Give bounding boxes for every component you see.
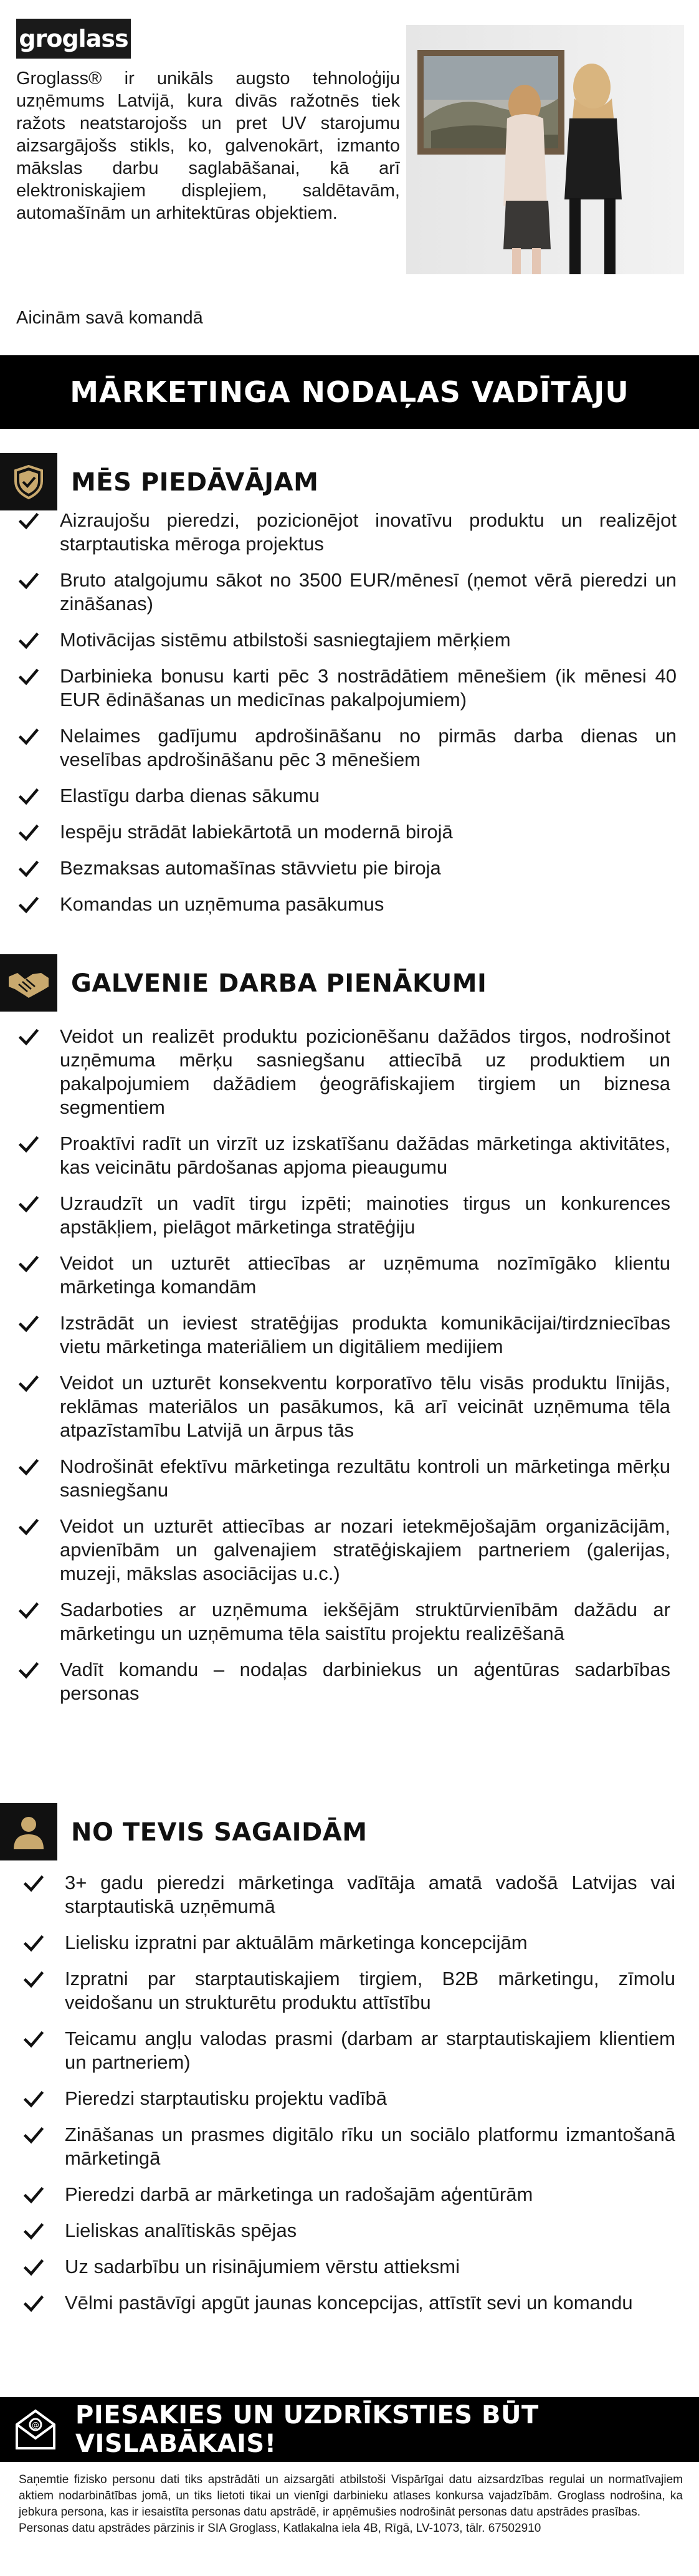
requirements-list xyxy=(65,1871,675,2327)
offer-item-text: Nelaimes gadījumu apdrošināšanu no pirmās darba dienas un veselības apdrošināšanu pēc 3 mēnešiem xyxy=(60,725,677,770)
duties-item-text: Uzraudzīt un vadīt tirgu izpēti; mainoties tirgus un konkurences apstākļiem, pielāgot mārketinga stratēģiju xyxy=(60,1192,670,1238)
checkmark-icon xyxy=(17,1133,40,1156)
checkmark-icon xyxy=(22,1968,45,1991)
apply-bar[interactable] xyxy=(0,2397,699,2462)
offer-item-text: Iespēju strādāt labiekārtotā un modernā birojā xyxy=(60,821,453,843)
checkmark-icon xyxy=(17,570,40,592)
shield-icon xyxy=(0,453,57,510)
duties-item-text: Veidot un uzturēt konsekventu korporatīvo tēlu visās produktu līnijās, reklāmas materiālos un pasākumos, kā arī veicināt uzņēmuma tēla atpazīstamību Latvijā un ārpus tās xyxy=(60,1372,670,1441)
checkmark-icon xyxy=(17,1193,40,1215)
offer-item-text: Komandas un uzņēmuma pasākumus xyxy=(60,893,384,915)
duties-list-item xyxy=(60,1252,670,1299)
duties-item-text: Izstrādāt un ieviest stratēģijas produkta komunikācijai/tirdzniecības vietu mārketinga materiāliem un digitāliem medijiem xyxy=(60,1312,670,1357)
checkmark-icon xyxy=(17,858,40,880)
offer-list xyxy=(60,509,677,929)
offer-list-item xyxy=(60,628,677,652)
checkmark-icon xyxy=(17,1456,40,1478)
duties-list-item xyxy=(60,1658,670,1705)
duties-title: GALVENIE DARBA PIENĀKUMI xyxy=(71,969,487,998)
offer-list-item xyxy=(60,856,677,880)
apply-text: PIESAKIES UN UZDRĪKSTIES BŪT VISLABĀKAIS! xyxy=(75,2401,539,2458)
checkmark-icon xyxy=(22,2028,45,2051)
offer-section-header xyxy=(0,453,699,510)
checkmark-icon xyxy=(17,894,40,916)
offer-title: MĒS PIEDĀVĀJAM xyxy=(71,468,319,497)
duties-item-text: Veidot un uzturēt attiecības ar uzņēmuma nozīmīgāko klientu mārketinga komandām xyxy=(60,1252,670,1298)
requirements-list-item xyxy=(65,1871,675,1918)
checkmark-icon xyxy=(22,2088,45,2110)
duties-list-item xyxy=(60,1192,670,1239)
groglass-logo: groglass xyxy=(16,19,131,59)
duties-item-text: Sadarboties ar uzņēmuma iekšējām struktūrvienībām dažādu ar mārketingu un uzņēmuma tēla saistītu projektu realizēšanā xyxy=(60,1599,670,1644)
checkmark-icon xyxy=(22,1932,45,1955)
offer-list-item xyxy=(60,509,677,556)
duties-item-text: Veidot un uzturēt attiecības ar nozari ietekmējošajām organizācijām, apvienībām un galvenajiem stratēģiskajiem partneriem (galerijas, muzeji, mākslas asociācijas u.c.) xyxy=(60,1515,670,1584)
job-title-bar: MĀRKETINGA NODAĻAS VADĪTĀJU xyxy=(0,355,699,429)
duties-item-text: Vadīt komandu – nodaļas darbiniekus un aģentūras sadarbības personas xyxy=(60,1659,670,1704)
offer-list-item xyxy=(60,784,677,808)
checkmark-icon xyxy=(17,630,40,652)
offer-item-text: Bezmaksas automašīnas stāvvietu pie biroja xyxy=(60,857,441,879)
requirements-item-text: Pieredzi starptautisku projektu vadībā xyxy=(65,2087,387,2109)
requirements-item-text: Pieredzi darbā ar mārketinga un radošajām aģentūrām xyxy=(65,2183,533,2205)
requirements-item-text: Lieliskas analītiskās spējas xyxy=(65,2219,297,2241)
gallery-photo xyxy=(406,25,684,274)
checkmark-icon xyxy=(17,1516,40,1538)
requirements-item-text: Teicamu angļu valodas prasmi (darbam ar starptautiskajiem klientiem un partneriem) xyxy=(65,2028,675,2073)
requirements-list-item xyxy=(65,2183,675,2206)
offer-list-item xyxy=(60,664,677,712)
checkmark-icon xyxy=(17,1313,40,1335)
duties-list-item xyxy=(60,1598,670,1645)
checkmark-icon xyxy=(17,725,40,748)
checkmark-icon xyxy=(17,821,40,844)
duties-list-item xyxy=(60,1132,670,1179)
offer-list-item xyxy=(60,568,677,616)
checkmark-icon xyxy=(22,1872,45,1895)
requirements-list-item xyxy=(65,2123,675,2170)
duties-list-item xyxy=(60,1371,670,1442)
requirements-list-item xyxy=(65,2087,675,2110)
checkmark-icon xyxy=(17,666,40,688)
checkmark-icon xyxy=(17,1659,40,1682)
checkmark-icon xyxy=(22,2220,45,2243)
requirements-list-item xyxy=(65,1931,675,1955)
checkmark-icon xyxy=(17,1372,40,1395)
data-controller-info: Personas datu apstrādes pārzinis ir SIA Groglass, Katlakalna iela 4B, Rīgā, LV-1073, tālr. 67502910 xyxy=(19,2522,541,2535)
duties-section-header xyxy=(0,954,699,1012)
requirements-list-item xyxy=(65,2027,675,2074)
mail-icon xyxy=(0,2397,70,2462)
invite-text: Aicinām savā komandā xyxy=(16,308,203,328)
offer-list-item xyxy=(60,893,677,916)
requirements-item-text: Uz sadarbību un risinājumiem vērstu attieksmi xyxy=(65,2256,460,2277)
checkmark-icon xyxy=(17,785,40,808)
requirements-item-text: Izpratni par starptautiskajiem tirgiem, B2B mārketingu, zīmolu veidošanu un strukturētu produktu attīstību xyxy=(65,1968,675,2013)
offer-item-text: Darbinieka bonusu karti pēc 3 nostrādātiem mēnešiem (ik mēnesi 40 EUR ēdināšanas un medicīnas pakalpojumiem) xyxy=(60,665,677,711)
duties-item-text: Proaktīvi radīt un virzīt uz izskatīšanu dažādas mārketinga aktivitātes, kas veicinātu pārdošanas apjoma pieaugumu xyxy=(60,1132,670,1178)
privacy-footer xyxy=(19,2472,683,2537)
privacy-notice: Saņemtie fizisko personu dati tiks apstrādāti un aizsargāti atbilstoši Vispārīgai datu aizsardzības regulai un normatīvajiem aktiem nodarbinātības jomā, un tiks lietoti tikai un vienīgi darbinieku atlases konkursa vajadzībām. Groglass nodrošina, ka jebkura persona, kas ir iesaistīta personas datu apstrādē, ir apņēmušies nodrošināt personas datu apstrādes prasības. xyxy=(19,2473,683,2519)
offer-item-text: Motivācijas sistēmu atbilstoši sasniegtajiem mērķiem xyxy=(60,629,511,651)
person-icon xyxy=(0,1803,57,1860)
checkmark-icon xyxy=(17,1599,40,1622)
requirements-section-header xyxy=(0,1803,699,1860)
requirements-list-item xyxy=(65,1967,675,2014)
requirements-list-item xyxy=(65,2291,675,2315)
company-intro: Groglass® ir unikāls augsto tehnoloģiju uzņēmums Latvijā, kura divās ražotnēs tiek ražots neatstarojošs un pret UV starojumu aizsargājošs stikls, ko, galvenokārt, izmanto mākslas darbu saglabāšanai, kā arī elektroniskajiem displejiem, saldētavām, automašīnām un arhitektūras objektiem. xyxy=(16,69,400,223)
duties-list-item xyxy=(60,1025,670,1119)
offer-list-item xyxy=(60,820,677,844)
checkmark-icon xyxy=(22,2256,45,2279)
duties-list-item xyxy=(60,1515,670,1586)
duties-item-text: Nodrošināt efektīvu mārketinga rezultātu kontroli un mārketinga mērķu sasniegšanu xyxy=(60,1455,670,1501)
checkmark-icon xyxy=(22,2292,45,2315)
checkmark-icon xyxy=(17,510,40,532)
requirements-item-text: Lielisku izpratni par aktuālām mārketinga koncepcijām xyxy=(65,1932,528,1953)
requirements-item-text: Vēlmi pastāvīgi apgūt jaunas koncepcijas, attīstīt sevi un komandu xyxy=(65,2292,633,2314)
svg-text:@: @ xyxy=(31,2421,39,2430)
requirements-item-text: Zināšanas un prasmes digitālo rīku un sociālo platformu izmantošanā mārketingā xyxy=(65,2124,675,2169)
offer-list-item xyxy=(60,724,677,772)
requirements-title: NO TEVIS SAGAIDĀM xyxy=(71,1818,368,1847)
checkmark-icon xyxy=(17,1253,40,1275)
checkmark-icon xyxy=(17,1026,40,1048)
duties-item-text: Veidot un realizēt produktu pozicionēšanu dažādos tirgos, nodrošinot uzņēmuma mērķu sasniegšanu attiecībā uz produktiem un pakalpojumiem dažādiem ģeogrāfiskajiem tirgiem un biznesa segmentiem xyxy=(60,1025,670,1118)
requirements-item-text: 3+ gadu pieredzi mārketinga vadītāja amatā vadošā Latvijas vai starptautiskā uzņēmumā xyxy=(65,1872,675,1917)
offer-item-text: Bruto atalgojumu sākot no 3500 EUR/mēnesī (ņemot vērā pieredzi un zināšanas) xyxy=(60,569,677,615)
duties-list-item xyxy=(60,1311,670,1359)
handshake-icon xyxy=(0,954,57,1012)
checkmark-icon xyxy=(22,2184,45,2206)
duties-list-item xyxy=(60,1455,670,1502)
offer-item-text: Elastīgu darba dienas sākumu xyxy=(60,785,320,807)
offer-item-text: Aizraujošu pieredzi, pozicionējot inovatīvu produktu un realizējot starptautiska mēroga projektus xyxy=(60,509,677,555)
requirements-list-item xyxy=(65,2219,675,2243)
duties-list xyxy=(60,1025,670,1718)
checkmark-icon xyxy=(22,2124,45,2147)
requirements-list-item xyxy=(65,2255,675,2279)
